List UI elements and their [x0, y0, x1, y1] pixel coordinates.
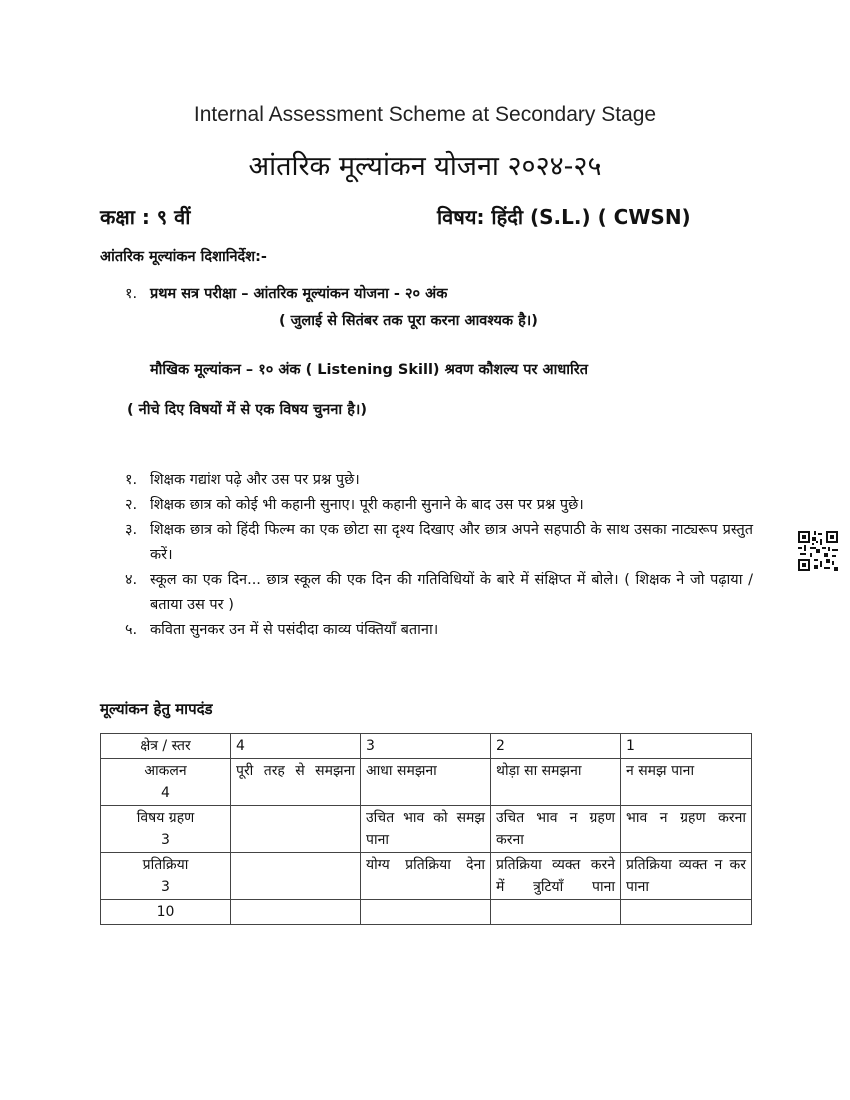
title-hindi: आंतरिक मूल्यांकन योजना २०२४-२५: [248, 151, 602, 182]
list-item-number: ३.: [125, 522, 138, 538]
criteria-table: [100, 733, 752, 925]
list-item-text: स्कूल का एक दिन... छात्र स्कूल की एक दिन की गतिविधियों के बारे में संक्षिप्त में बोले। ( शिक्षक ने जो पढ़ाया / बताया उस पर ): [150, 572, 753, 613]
table-total-row: [101, 900, 752, 925]
list-item-text: शिक्षक छात्र को हिंदी फिल्म का एक छोटा सा दृश्य दिखाए और छात्र अपने सहपाठी के साथ उसका नाट्यरूप प्रस्तुत करें।: [150, 522, 753, 563]
table-cell: [231, 853, 361, 900]
section-1-text: प्रथम सत्र परीक्षा – आंतरिक मूल्यांकन योजना - २० अंक: [150, 286, 448, 302]
table-cell: [231, 806, 361, 853]
qr-code-icon: [798, 531, 838, 571]
table-row: [101, 853, 752, 900]
list-item-text: कविता सुनकर उन में से पसंदीदा काव्य पंक्तियाँ बताना।: [150, 622, 439, 638]
list-item-text: शिक्षक गद्यांश पढ़े और उस पर प्रश्न पुछे।: [150, 472, 360, 488]
table-cell: [231, 900, 361, 925]
oral-assessment: मौखिक मूल्यांकन – १० अंक ( Listening Skill) श्रवण कौशल्य पर आधारित: [150, 362, 588, 378]
area-name: प्रतिक्रिया: [142, 857, 189, 873]
table-cell: उचित भाव को समझ पाना: [361, 806, 491, 853]
table-header-cell: 4: [231, 734, 361, 759]
class-label: कक्षा : ९ वीं: [100, 205, 191, 229]
table-header-cell: 2: [491, 734, 621, 759]
list-item: [125, 468, 753, 493]
subject-label: विषय: हिंदी (S.L.) ( CWSN): [437, 205, 691, 229]
table-cell: उचित भाव न ग्रहण करना: [491, 806, 621, 853]
criteria-title: मूल्यांकन हेतु मापदंड: [100, 700, 213, 718]
table-cell: पूरी तरह से समझना: [231, 759, 361, 806]
list-item: [125, 518, 753, 568]
table-cell: प्रतिक्रिया व्यक्त न कर पाना: [621, 853, 752, 900]
table-area-cell: [101, 759, 231, 806]
table-area-cell: [101, 853, 231, 900]
area-marks: 3: [161, 832, 170, 848]
choose-note: ( नीचे दिए विषयों में से एक विषय चुनना है।): [127, 402, 368, 418]
table-cell: प्रतिक्रिया व्यक्त करने में त्रुटियाँ पाना: [491, 853, 621, 900]
table-cell: न समझ पाना: [621, 759, 752, 806]
section-1-number: १.: [125, 286, 138, 302]
area-marks: 4: [161, 785, 170, 801]
list-item-number: ५.: [125, 622, 138, 638]
area-name: आकलन: [144, 763, 187, 779]
table-header-row: [101, 734, 752, 759]
table-cell: भाव न ग्रहण करना: [621, 806, 752, 853]
list-item: [125, 618, 753, 643]
section-1: [125, 283, 447, 303]
total-marks: 10: [101, 900, 231, 925]
list-item: [125, 493, 753, 518]
table-header-cell: क्षेत्र / स्तर: [101, 734, 231, 759]
table-cell: योग्य प्रतिक्रिया देना: [361, 853, 491, 900]
guidelines-heading: आंतरिक मूल्यांकन दिशानिर्देश:-: [100, 249, 267, 265]
table-area-cell: [101, 806, 231, 853]
table-header-cell: 3: [361, 734, 491, 759]
table-row: [101, 759, 752, 806]
topic-list: [125, 468, 753, 643]
table-row: [101, 806, 752, 853]
area-marks: 3: [161, 879, 170, 895]
list-item-text: शिक्षक छात्र को कोई भी कहानी सुनाए। पूरी कहानी सुनाने के बाद उस पर प्रश्न पुछे।: [150, 497, 584, 513]
list-item-number: १.: [125, 472, 138, 488]
list-item: [125, 568, 753, 618]
table-cell: थोड़ा सा समझना: [491, 759, 621, 806]
section-1-note: ( जुलाई से सितंबर तक पूरा करना आवश्यक है।): [279, 313, 538, 329]
table-cell: [361, 900, 491, 925]
table-cell: आधा समझना: [361, 759, 491, 806]
table-cell: [621, 900, 752, 925]
table-cell: [491, 900, 621, 925]
title-english: Internal Assessment Scheme at Secondary Stage: [193, 103, 657, 126]
list-item-number: २.: [125, 497, 138, 513]
list-item-number: ४.: [125, 572, 138, 588]
area-name: विषय ग्रहण: [136, 810, 195, 826]
table-header-cell: 1: [621, 734, 752, 759]
